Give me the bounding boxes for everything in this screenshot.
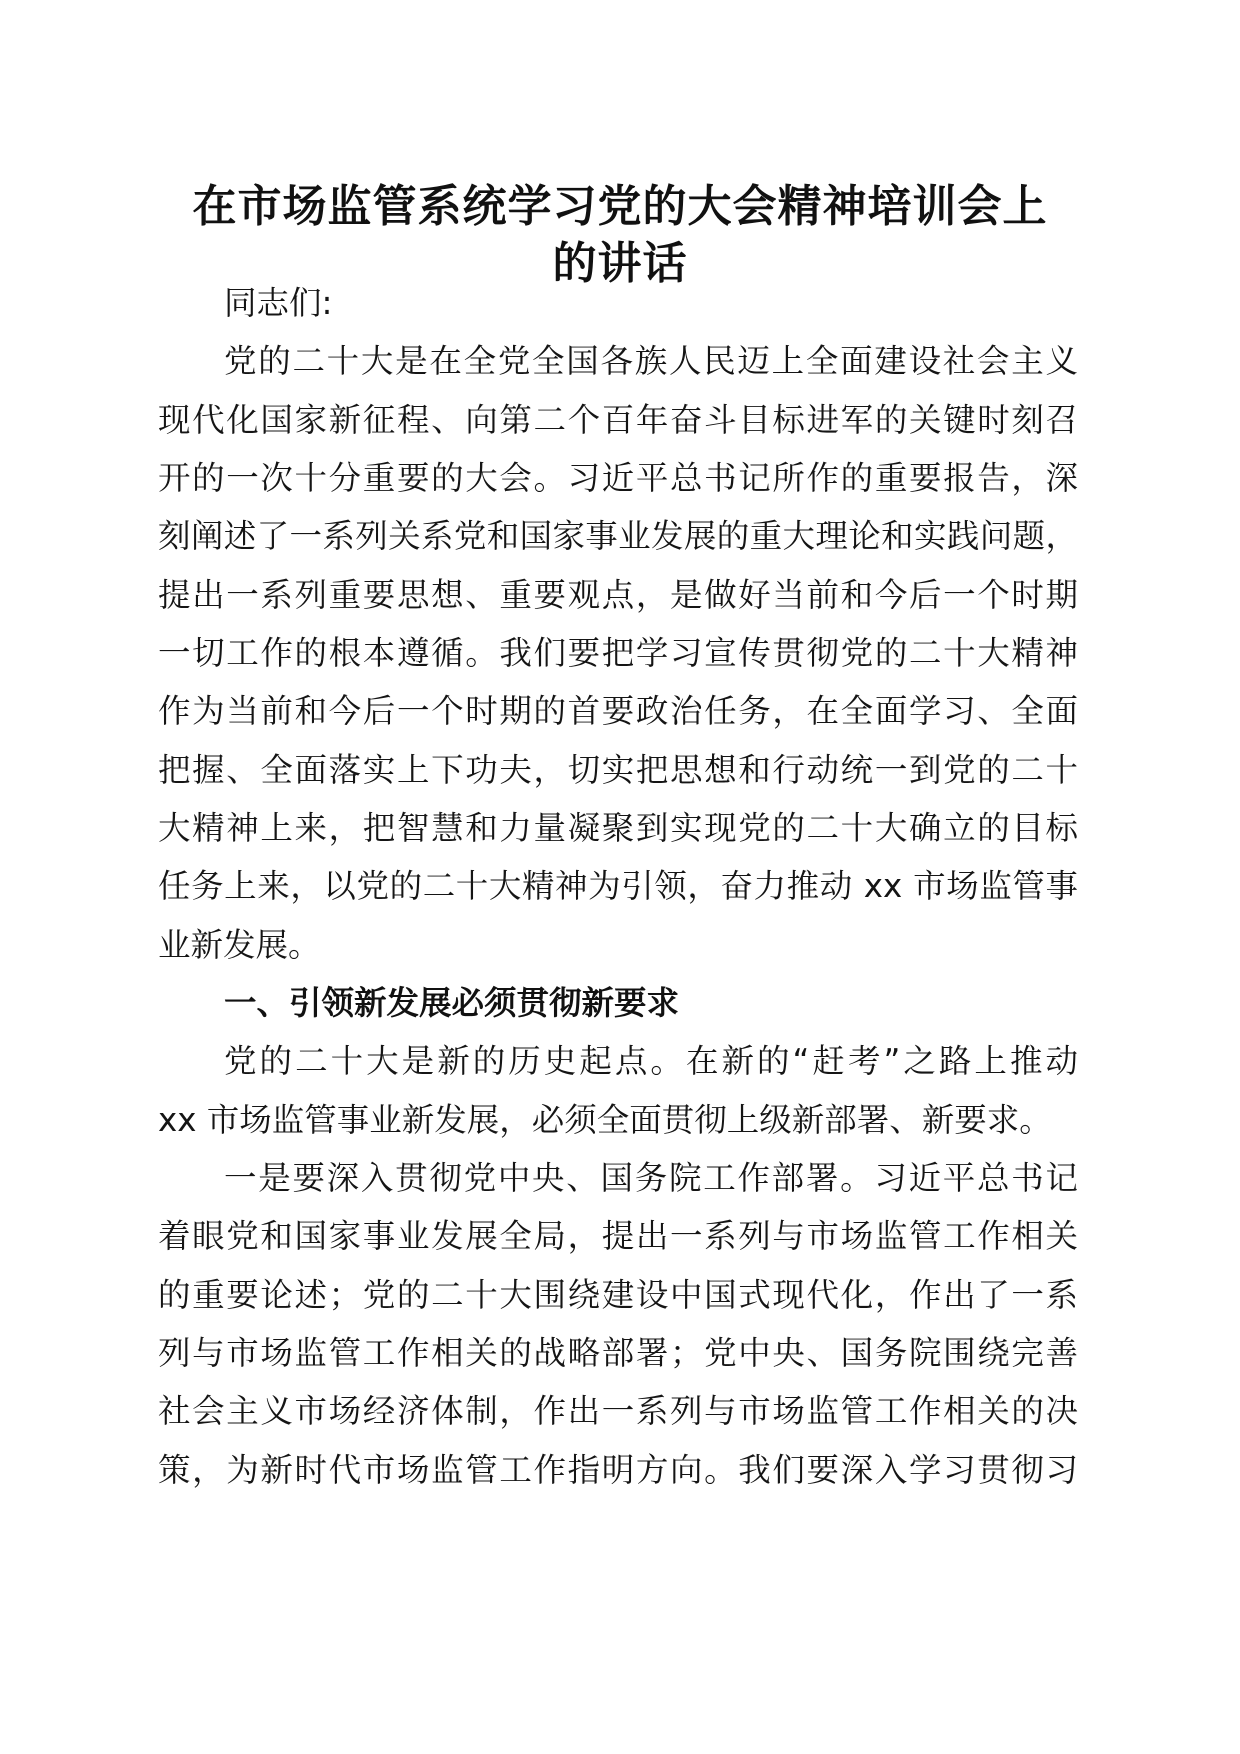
section-1-heading: 一、引领新发展必须贯彻新要求 (224, 984, 680, 1022)
paragraph-1-line-8: 把握、全面落实上下功夫，切实把思想和行动统一到党的二十 (158, 751, 1078, 789)
paragraph-1-line-3: 开的一次十分重要的大会。习近平总书记所作的重要报告，深 (158, 459, 1078, 497)
paragraph-1-line-7: 作为当前和今后一个时期的首要政治任务，在全面学习、全面 (158, 692, 1078, 730)
paragraph-1-line-1: 党的二十大是在全党全国各族人民迈上全面建设社会主义 (224, 342, 1078, 380)
document-title-line-1: 在市场监管系统学习党的大会精神培训会上 (192, 181, 1048, 232)
salutation: 同志们: (224, 284, 333, 322)
paragraph-3-line-1: 一是要深入贯彻党中央、国务院工作部署。习近平总书记 (224, 1159, 1078, 1197)
paragraph-1-line-9: 大精神上来，把智慧和力量凝聚到实现党的二十大确立的目标 (158, 809, 1078, 847)
document-title-line-2: 的讲话 (552, 238, 688, 289)
paragraph-3-line-2: 着眼党和国家事业发展全局，提出一系列与市场监管工作相关 (158, 1217, 1078, 1255)
paragraph-3-line-3: 的重要论述；党的二十大围绕建设中国式现代化，作出了一系 (158, 1276, 1078, 1314)
paragraph-3-line-5: 社会主义市场经济体制，作出一系列与市场监管工作相关的决 (158, 1392, 1078, 1430)
paragraph-3-line-4: 列与市场监管工作相关的战略部署；党中央、国务院围绕完善 (158, 1334, 1078, 1372)
paragraph-2-line-2: xx 市场监管事业新发展，必须全面贯彻上级新部署、新要求。 (158, 1101, 1052, 1139)
paragraph-1-line-11: 业新发展。 (158, 926, 321, 964)
paragraph-1-line-10: 任务上来，以党的二十大精神为引领，奋力推动 xx 市场监管事 (158, 867, 1078, 905)
paragraph-1-line-2: 现代化国家新征程、向第二个百年奋斗目标进军的关键时刻召 (158, 401, 1078, 439)
paragraph-1-line-5: 提出一系列重要思想、重要观点，是做好当前和今后一个时期 (158, 576, 1078, 614)
paragraph-3-line-6: 策，为新时代市场监管工作指明方向。我们要深入学习贯彻习 (158, 1451, 1078, 1489)
paragraph-1-line-4: 刻阐述了一系列关系党和国家事业发展的重大理论和实践问题， (158, 517, 1078, 555)
paragraph-2-line-1: 党的二十大是新的历史起点。在新的“赶考”之路上推动 (224, 1042, 1078, 1080)
paragraph-1-line-6: 一切工作的根本遵循。我们要把学习宣传贯彻党的二十大精神 (158, 634, 1078, 672)
